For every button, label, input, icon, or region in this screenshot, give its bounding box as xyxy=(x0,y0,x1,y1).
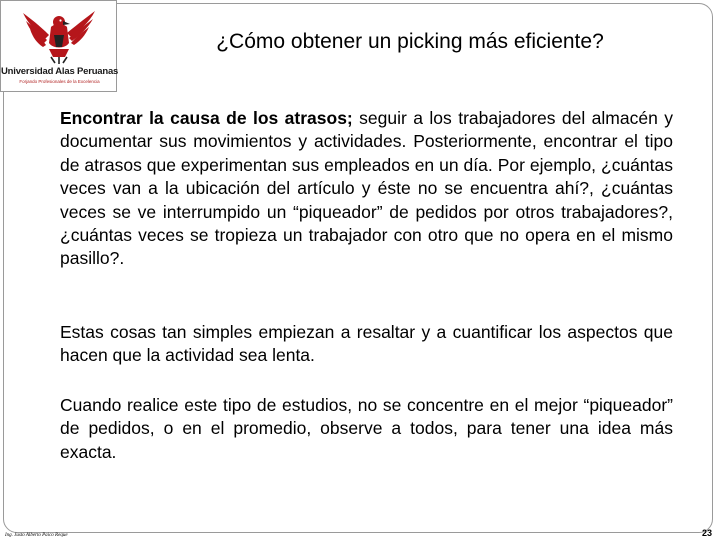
paragraph-1-lead: Encontrar la causa de los atrasos; xyxy=(60,108,353,128)
paragraph-1-body: seguir a los trabajadores del almacén y documentar sus movimientos y actividades. Posteriormente, encontrar el tipo de atrasos que experimentan sus empleados en un día. Por ejemplo, ¿cuántas veces van a la ubicación del artículo y éste no se encuentra ahí?, ¿cuántas veces se ve interrumpido un “piqueador” de pedidos por otros trabajadores?, ¿cuántas veces se tropieza un trabajador con otro que no opera en el mismo pasillo?. xyxy=(60,108,673,269)
footer-author: Ing. Justo Alberto Paico Reque xyxy=(5,533,68,538)
slide-title: ¿Cómo obtener un picking más eficiente? xyxy=(216,30,604,53)
logo-box xyxy=(0,0,117,92)
logo-name: Universidad Alas Peruanas xyxy=(1,66,119,77)
paragraph-2: Estas cosas tan simples empiezan a resaltar y a cuantificar los aspectos que hacen que la actividad sea lenta. xyxy=(60,322,673,366)
paragraph-1 xyxy=(60,107,673,271)
logo-motto: Forjando Profesionales de la Excelencia xyxy=(19,79,100,84)
page-number: 23 xyxy=(701,528,712,538)
eagle-emblem-icon xyxy=(21,5,97,65)
paragraph-3: Cuando realice este tipo de estudios, no se concentre en el mejor “piqueador” de pedidos, o en el promedio, observe a todos, para tener una idea más exacta. xyxy=(60,395,673,462)
